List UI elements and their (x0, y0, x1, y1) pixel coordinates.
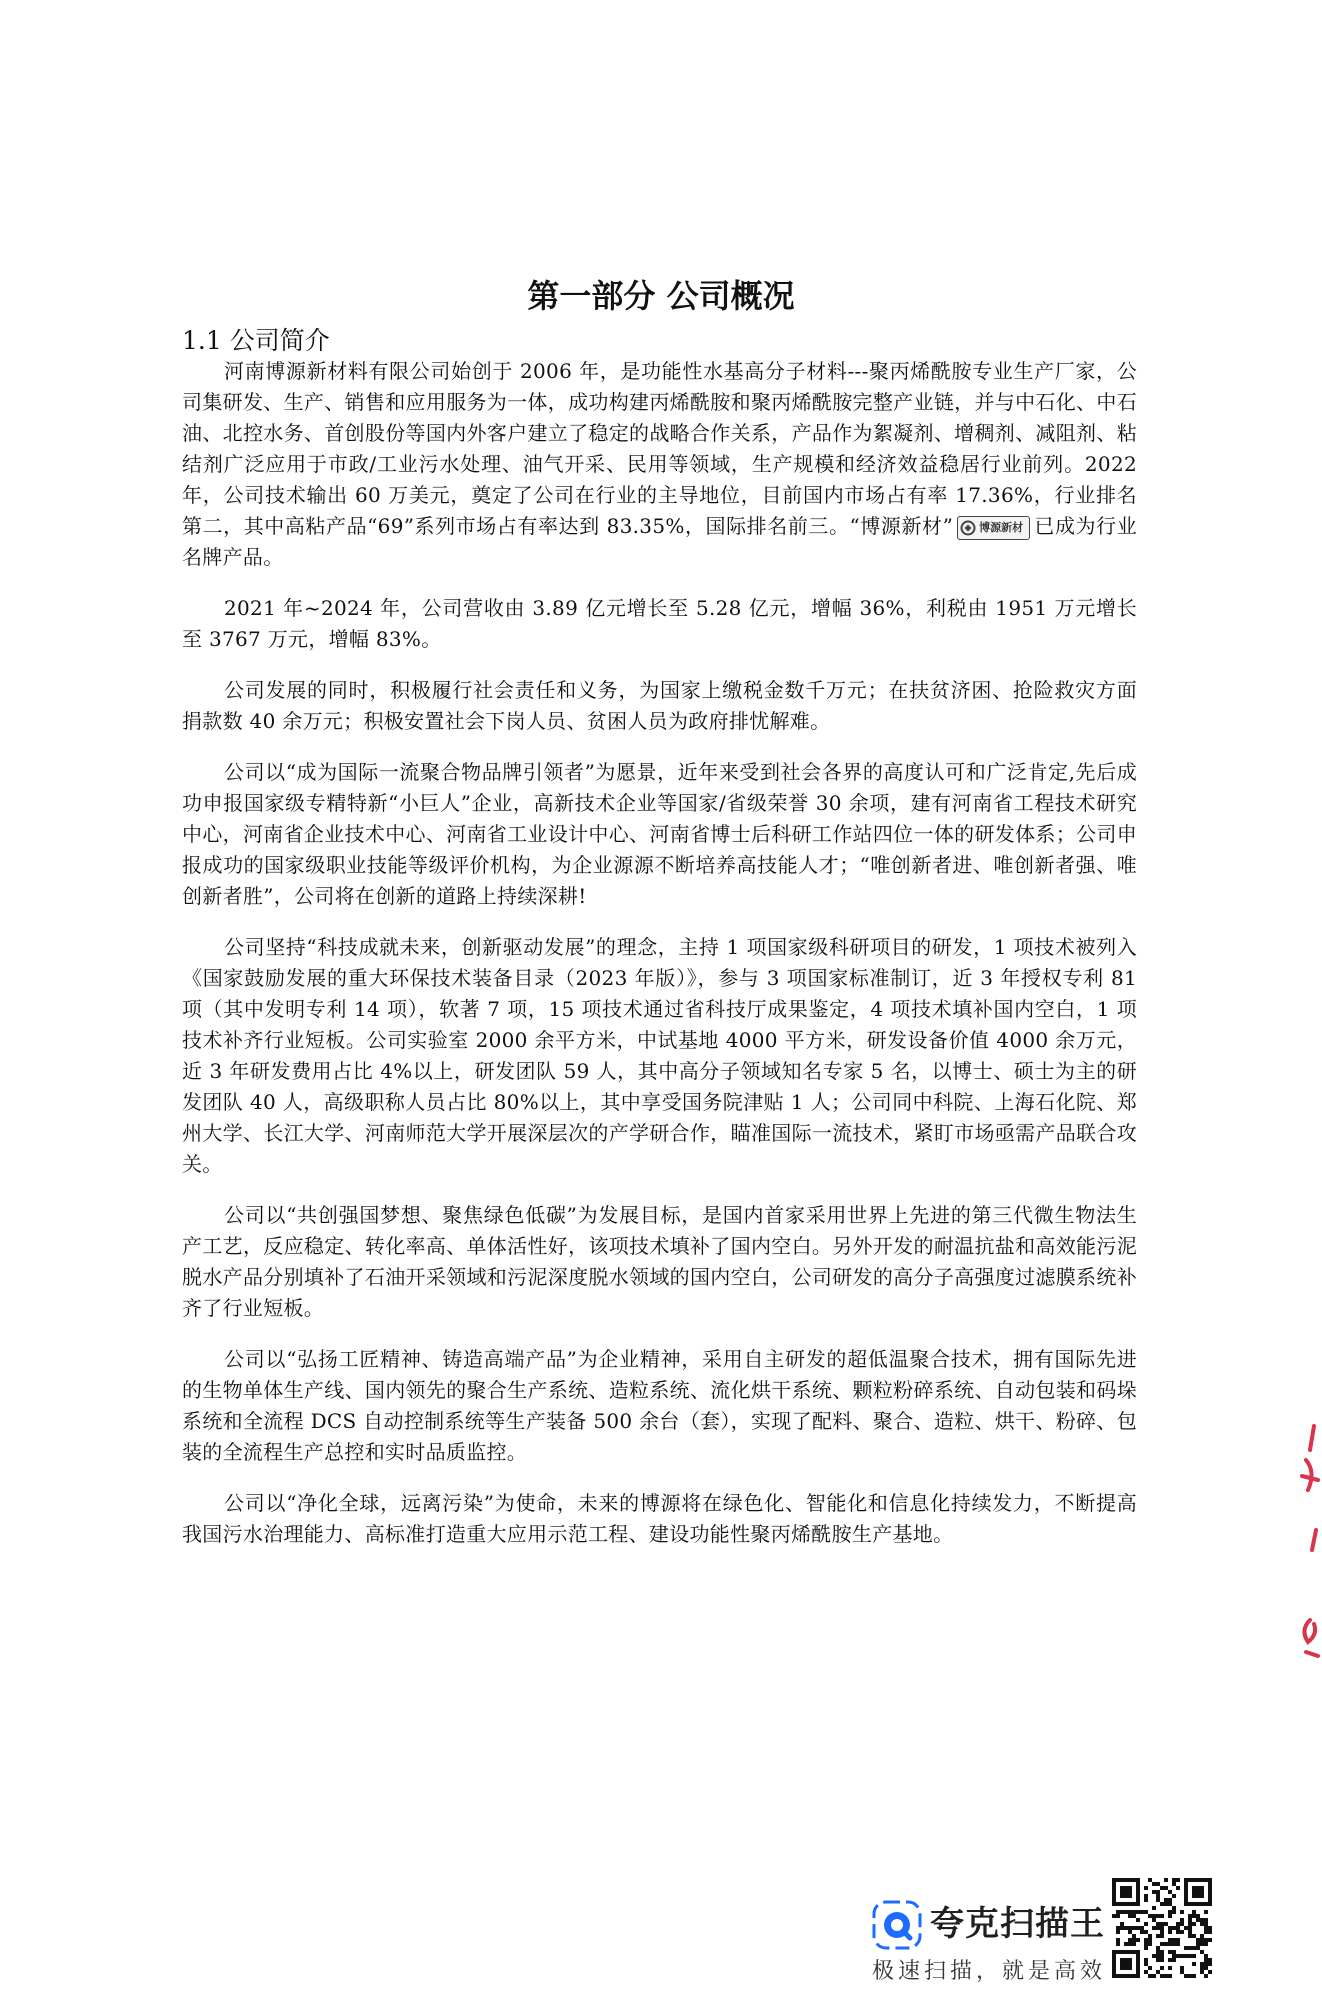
document-body (182, 356, 1137, 1570)
paragraph-development-goal: 公司以“共创强国梦想、聚焦绿色低碳”为发展目标，是国内首家采用世界上先进的第三代微生物法生产工艺，反应稳定、转化率高、单体活性好，该项技术填补了国内空白。另外开发的耐温抗盐和高效能污泥脱水产品分别填补了石油开采领域和污泥深度脱水领域的国内空白，公司研发的高分子高强度过滤膜系统补齐了行业短板。 (182, 1203, 1137, 1320)
brand-logo-icon (957, 516, 1030, 540)
paragraph-social-responsibility: 公司发展的同时，积极履行社会责任和义务，为国家上缴税金数千万元；在扶贫济困、抢险救灾方面捐款数 40 余万元；积极安置社会下岗人员、贫困人员为政府排忧解难。 (182, 678, 1137, 733)
quark-scanner-logo-icon (872, 1900, 922, 1950)
paragraph-technology: 公司坚持“科技成就未来，创新驱动发展”的理念，主持 1 项国家级科研项目的研发，1 项技术被列入《国家鼓励发展的重大环保技术装备目录（2023 年版）》，参与 3 项国家标准制订，近 3 年授权专利 81 项（其中发明专利 14 项），软著 7 项，15 项技术通过省科技厅成果鉴定，4 项技术填补国内空白，1 项技术补齐行业短板。公司实验室 2000 余平方米，中试基地 4000 平方米，研发设备价值 4000 余万元，近 3 年研发费用占比 4%以上，研发团队 59 人，其中高分子领域知名专家 5 名，以博士、硕士为主的研发团队 40 人，高级职称人员占比 80%以上，其中享受国务院津贴 1 人；公司同中科院、上海石化院、郑州大学、长江大学、河南师范大学开展深层次的产学研合作，瞄准国际一流技术，紧盯市场亟需产品联合攻关。 (182, 935, 1137, 1176)
scanner-slogan: 极速扫描，就是高效 (872, 1959, 1107, 1984)
stamp-edge-mark (1288, 1420, 1322, 1680)
paragraph-company-intro (182, 356, 1137, 573)
paragraph-vision: 公司以“成为国际一流聚合物品牌引领者”为愿景，近年来受到社会各界的高度认可和广泛肯定,先后成功申报国家级专精特新“小巨人”企业，高新技术企业等国家/省级荣誉 30 余项，建有河南省工程技术研究中心，河南省企业技术中心、河南省工业设计中心、河南省博士后科研工作站四位一体的研发体系；公司申报成功的国家级职业技能等级评价机构，为企业源源不断培养高技能人才；“唯创新者进、唯创新者强、唯创新者胜”，公司将在创新的道路上持续深耕! (182, 760, 1137, 908)
paragraph-text: 河南博源新材料有限公司始创于 2006 年，是功能性水基高分子材料---聚丙烯酰胺专业生产厂家，公司集研发、生产、销售和应用服务为一体，成功构建丙烯酰胺和聚丙烯酰胺完整产业链，并与中石化、中石油、北控水务、首创股份等国内外客户建立了稳定的战略合作关系，产品作为絮凝剂、增稠剂、减阻剂、粘结剂广泛应用于市政/工业污水处理、油气开采、民用等领域，生产规模和经济效益稳居行业前列。2022 年，公司技术输出 60 万美元，奠定了公司在行业的主导地位，目前国内市场占有率 17.36%，行业排名第二，其中高粘产品“69”系列市场占有率达到 83.35%，国际排名前三。“博源新材” (182, 359, 1137, 538)
brand-logo-text: 博源新材 (979, 521, 1024, 534)
paragraph-revenue: 2021 年~2024 年，公司营收由 3.89 亿元增长至 5.28 亿元，增幅 36%，利税由 1951 万元增长至 3767 万元，增幅 83%。 (182, 596, 1137, 651)
qr-code-icon (1112, 1878, 1212, 1978)
scanner-watermark (872, 1894, 1107, 1994)
section-heading: 1.1 公司简介 (182, 326, 330, 355)
paragraph-text: 已成为行业名牌产品。 (182, 514, 1138, 569)
page-title: 第一部分 公司概况 (527, 277, 795, 315)
paragraph-enterprise-spirit: 公司以“弘扬工匠精神、铸造高端产品”为企业精神，采用自主研发的超低温聚合技术，拥有国际先进的生物单体生产线、国内领先的聚合生产系统、造粒系统、流化烘干系统、颗粒粉碎系统、自动包装和码垛系统和全流程 DCS 自动控制系统等生产装备 500 余台（套），实现了配料、聚合、造粒、烘干、粉碎、包装的全流程生产总控和实时品质监控。 (182, 1347, 1137, 1464)
paragraph-mission: 公司以“净化全球，远离污染”为使命，未来的博源将在绿色化、智能化和信息化持续发力，不断提高我国污水治理能力、高标准打造重大应用示范工程、建设功能性聚丙烯酰胺生产基地。 (182, 1491, 1137, 1546)
scanner-app-name: 夸克扫描王 (930, 1904, 1105, 1944)
